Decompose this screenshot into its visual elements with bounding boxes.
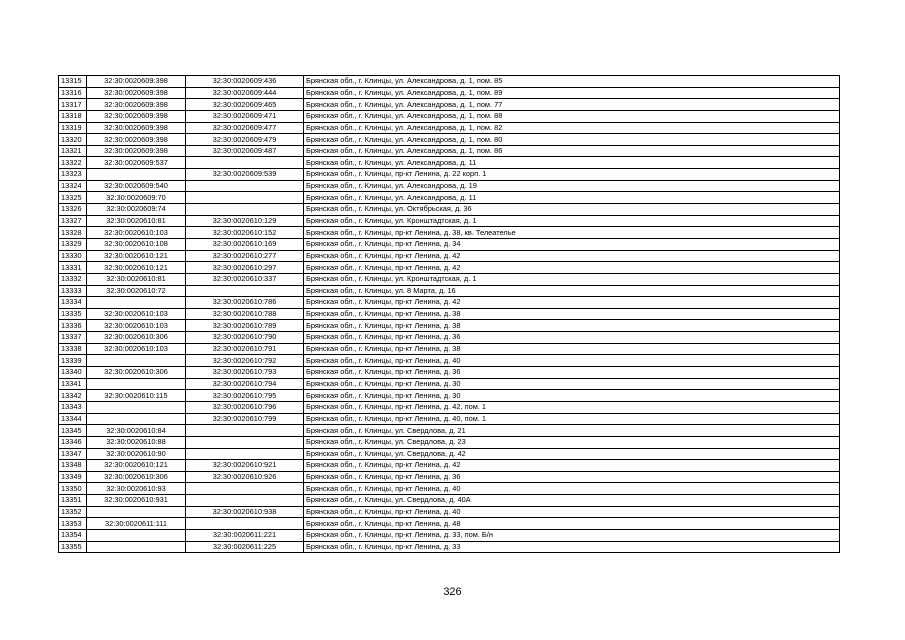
cadastral-number-cell — [186, 436, 304, 448]
address-cell: Брянская обл., г. Клинцы, пр-кт Ленина, д. 34 — [304, 238, 840, 250]
row-number-cell: 13349 — [59, 471, 87, 483]
parent-cadastral-number-cell: 32:30:0020610:90 — [87, 448, 186, 460]
address-cell: Брянская обл., г. Клинцы, ул. Октябрьская, д. 36 — [304, 204, 840, 216]
address-cell: Брянская обл., г. Клинцы, ул. Александрова, д. 1, пом. 89 — [304, 87, 840, 99]
table-row — [59, 378, 840, 390]
registry-table-body — [59, 76, 840, 553]
parent-cadastral-number-cell: 32:30:0020610:88 — [87, 436, 186, 448]
address-cell: Брянская обл., г. Клинцы, ул. Александрова, д. 1, пом. 85 — [304, 76, 840, 88]
cadastral-number-cell — [186, 204, 304, 216]
table-row — [59, 448, 840, 460]
parent-cadastral-number-cell: 32:30:0020610:72 — [87, 285, 186, 297]
row-number-cell: 13336 — [59, 320, 87, 332]
address-cell: Брянская обл., г. Клинцы, пр-кт Ленина, д. 36 — [304, 367, 840, 379]
parent-cadastral-number-cell: 32:30:0020610:103 — [87, 343, 186, 355]
address-cell: Брянская обл., г. Клинцы, пр-кт Ленина, д. 38 — [304, 308, 840, 320]
row-number-cell: 13315 — [59, 76, 87, 88]
parent-cadastral-number-cell: 32:30:0020610:103 — [87, 308, 186, 320]
parent-cadastral-number-cell: 32:30:0020610:121 — [87, 262, 186, 274]
cadastral-number-cell: 32:30:0020610:789 — [186, 320, 304, 332]
table-row — [59, 518, 840, 530]
table-row — [59, 401, 840, 413]
cadastral-number-cell: 32:30:0020610:791 — [186, 343, 304, 355]
parent-cadastral-number-cell: 32:30:0020610:306 — [87, 332, 186, 344]
cadastral-number-cell: 32:30:0020609:477 — [186, 122, 304, 134]
parent-cadastral-number-cell: 32:30:0020609:398 — [87, 134, 186, 146]
parent-cadastral-number-cell: 32:30:0020610:121 — [87, 250, 186, 262]
row-number-cell: 13320 — [59, 134, 87, 146]
parent-cadastral-number-cell — [87, 355, 186, 367]
parent-cadastral-number-cell: 32:30:0020610:121 — [87, 460, 186, 472]
table-row — [59, 332, 840, 344]
cadastral-number-cell: 32:30:0020611:221 — [186, 529, 304, 541]
address-cell: Брянская обл., г. Клинцы, ул. Свердлова, д. 42 — [304, 448, 840, 460]
cadastral-number-cell: 32:30:0020610:786 — [186, 297, 304, 309]
address-cell: Брянская обл., г. Клинцы, пр-кт Ленина, д. 38 — [304, 343, 840, 355]
parent-cadastral-number-cell: 32:30:0020610:84 — [87, 425, 186, 437]
address-cell: Брянская обл., г. Клинцы, пр-кт Ленина, д. 22 корп. 1 — [304, 169, 840, 181]
address-cell: Брянская обл., г. Клинцы, ул. Александрова, д. 1, пом. 80 — [304, 134, 840, 146]
row-number-cell: 13353 — [59, 518, 87, 530]
parent-cadastral-number-cell: 32:30:0020610:306 — [87, 471, 186, 483]
row-number-cell: 13319 — [59, 122, 87, 134]
address-cell: Брянская обл., г. Клинцы, пр-кт Ленина, д. 30 — [304, 390, 840, 402]
parent-cadastral-number-cell: 32:30:0020609:398 — [87, 87, 186, 99]
address-cell: Брянская обл., г. Клинцы, пр-кт Ленина, д. 42, пом. 1 — [304, 401, 840, 413]
row-number-cell: 13321 — [59, 145, 87, 157]
row-number-cell: 13325 — [59, 192, 87, 204]
row-number-cell: 13338 — [59, 343, 87, 355]
parent-cadastral-number-cell: 32:30:0020610:103 — [87, 320, 186, 332]
row-number-cell: 13331 — [59, 262, 87, 274]
table-row — [59, 436, 840, 448]
row-number-cell: 13329 — [59, 238, 87, 250]
row-number-cell: 13339 — [59, 355, 87, 367]
row-number-cell: 13337 — [59, 332, 87, 344]
address-cell: Брянская обл., г. Клинцы, ул. Александрова, д. 1, пом. 77 — [304, 99, 840, 111]
row-number-cell: 13355 — [59, 541, 87, 553]
row-number-cell: 13335 — [59, 308, 87, 320]
cadastral-number-cell: 32:30:0020610:152 — [186, 227, 304, 239]
parent-cadastral-number-cell — [87, 378, 186, 390]
cadastral-number-cell: 32:30:0020610:277 — [186, 250, 304, 262]
address-cell: Брянская обл., г. Клинцы, пр-кт Ленина, д. 42 — [304, 297, 840, 309]
cadastral-number-cell: 32:30:0020610:793 — [186, 367, 304, 379]
registry-table — [58, 75, 840, 553]
row-number-cell: 13328 — [59, 227, 87, 239]
address-cell: Брянская обл., г. Клинцы, ул. Александрова, д. 11 — [304, 157, 840, 169]
table-row — [59, 425, 840, 437]
row-number-cell: 13327 — [59, 215, 87, 227]
cadastral-number-cell — [186, 483, 304, 495]
table-row — [59, 355, 840, 367]
cadastral-number-cell: 32:30:0020610:129 — [186, 215, 304, 227]
row-number-cell: 13324 — [59, 180, 87, 192]
table-row — [59, 297, 840, 309]
table-row — [59, 192, 840, 204]
table-row — [59, 227, 840, 239]
address-cell: Брянская обл., г. Клинцы, пр-кт Ленина, д. 40 — [304, 355, 840, 367]
table-row — [59, 238, 840, 250]
parent-cadastral-number-cell: 32:30:0020610:306 — [87, 367, 186, 379]
cadastral-number-cell: 32:30:0020610:790 — [186, 332, 304, 344]
row-number-cell: 13326 — [59, 204, 87, 216]
address-cell: Брянская обл., г. Клинцы, ул. Кронштадтская, д. 1 — [304, 273, 840, 285]
cadastral-number-cell: 32:30:0020609:471 — [186, 110, 304, 122]
table-row — [59, 495, 840, 507]
parent-cadastral-number-cell: 32:30:0020609:398 — [87, 76, 186, 88]
parent-cadastral-number-cell: 32:30:0020610:931 — [87, 495, 186, 507]
row-number-cell: 13348 — [59, 460, 87, 472]
row-number-cell: 13352 — [59, 506, 87, 518]
parent-cadastral-number-cell: 32:30:0020609:70 — [87, 192, 186, 204]
table-row — [59, 285, 840, 297]
row-number-cell: 13343 — [59, 401, 87, 413]
cadastral-number-cell: 32:30:0020609:487 — [186, 145, 304, 157]
parent-cadastral-number-cell: 32:30:0020609:74 — [87, 204, 186, 216]
cadastral-number-cell — [186, 180, 304, 192]
table-row — [59, 320, 840, 332]
row-number-cell: 13340 — [59, 367, 87, 379]
address-cell: Брянская обл., г. Клинцы, пр-кт Ленина, д. 42 — [304, 262, 840, 274]
address-cell: Брянская обл., г. Клинцы, ул. 8 Марта, д. 16 — [304, 285, 840, 297]
parent-cadastral-number-cell: 32:30:0020611:111 — [87, 518, 186, 530]
parent-cadastral-number-cell: 32:30:0020609:398 — [87, 110, 186, 122]
row-number-cell: 13323 — [59, 169, 87, 181]
table-row — [59, 145, 840, 157]
table-row — [59, 204, 840, 216]
parent-cadastral-number-cell: 32:30:0020610:115 — [87, 390, 186, 402]
address-cell: Брянская обл., г. Клинцы, пр-кт Ленина, д. 36 — [304, 471, 840, 483]
address-cell: Брянская обл., г. Клинцы, пр-кт Ленина, д. 40 — [304, 506, 840, 518]
table-row — [59, 308, 840, 320]
cadastral-number-cell: 32:30:0020609:436 — [186, 76, 304, 88]
cadastral-number-cell: 32:30:0020610:337 — [186, 273, 304, 285]
row-number-cell: 13333 — [59, 285, 87, 297]
cadastral-number-cell — [186, 157, 304, 169]
parent-cadastral-number-cell: 32:30:0020609:540 — [87, 180, 186, 192]
address-cell: Брянская обл., г. Клинцы, пр-кт Ленина, д. 42 — [304, 460, 840, 472]
parent-cadastral-number-cell — [87, 541, 186, 553]
row-number-cell: 13342 — [59, 390, 87, 402]
address-cell: Брянская обл., г. Клинцы, ул. Александрова, д. 19 — [304, 180, 840, 192]
address-cell: Брянская обл., г. Клинцы, пр-кт Ленина, д. 38, кв. Телеателье — [304, 227, 840, 239]
row-number-cell: 13318 — [59, 110, 87, 122]
parent-cadastral-number-cell — [87, 297, 186, 309]
row-number-cell: 13350 — [59, 483, 87, 495]
table-row — [59, 250, 840, 262]
address-cell: Брянская обл., г. Клинцы, пр-кт Ленина, д. 36 — [304, 332, 840, 344]
row-number-cell: 13332 — [59, 273, 87, 285]
cadastral-number-cell: 32:30:0020609:479 — [186, 134, 304, 146]
parent-cadastral-number-cell — [87, 529, 186, 541]
table-row — [59, 367, 840, 379]
table-row — [59, 169, 840, 181]
cadastral-number-cell: 32:30:0020610:297 — [186, 262, 304, 274]
cadastral-number-cell: 32:30:0020611:225 — [186, 541, 304, 553]
parent-cadastral-number-cell: 32:30:0020609:398 — [87, 99, 186, 111]
address-cell: Брянская обл., г. Клинцы, ул. Александрова, д. 11 — [304, 192, 840, 204]
cadastral-number-cell: 32:30:0020610:795 — [186, 390, 304, 402]
address-cell: Брянская обл., г. Клинцы, пр-кт Ленина, д. 40 — [304, 483, 840, 495]
row-number-cell: 13316 — [59, 87, 87, 99]
address-cell: Брянская обл., г. Клинцы, ул. Александрова, д. 1, пом. 82 — [304, 122, 840, 134]
cadastral-number-cell: 32:30:0020609:539 — [186, 169, 304, 181]
parent-cadastral-number-cell: 32:30:0020610:93 — [87, 483, 186, 495]
table-row — [59, 506, 840, 518]
table-row — [59, 529, 840, 541]
address-cell: Брянская обл., г. Клинцы, ул. Свердлова, д. 40А — [304, 495, 840, 507]
table-row — [59, 483, 840, 495]
parent-cadastral-number-cell — [87, 169, 186, 181]
parent-cadastral-number-cell: 32:30:0020610:81 — [87, 215, 186, 227]
row-number-cell: 13330 — [59, 250, 87, 262]
cadastral-number-cell — [186, 425, 304, 437]
cadastral-number-cell — [186, 192, 304, 204]
parent-cadastral-number-cell: 32:30:0020609:398 — [87, 145, 186, 157]
cadastral-number-cell: 32:30:0020610:796 — [186, 401, 304, 413]
table-row — [59, 215, 840, 227]
cadastral-number-cell — [186, 518, 304, 530]
cadastral-number-cell: 32:30:0020610:921 — [186, 460, 304, 472]
address-cell: Брянская обл., г. Клинцы, пр-кт Ленина, д. 33 — [304, 541, 840, 553]
table-row — [59, 390, 840, 402]
row-number-cell: 13354 — [59, 529, 87, 541]
cadastral-number-cell: 32:30:0020610:799 — [186, 413, 304, 425]
table-row — [59, 541, 840, 553]
table-row — [59, 99, 840, 111]
table-row — [59, 122, 840, 134]
address-cell: Брянская обл., г. Клинцы, пр-кт Ленина, д. 42 — [304, 250, 840, 262]
table-row — [59, 343, 840, 355]
row-number-cell: 13347 — [59, 448, 87, 460]
table-row — [59, 413, 840, 425]
parent-cadastral-number-cell — [87, 413, 186, 425]
page-number: 326 — [443, 586, 462, 598]
row-number-cell: 13322 — [59, 157, 87, 169]
table-row — [59, 262, 840, 274]
table-row — [59, 471, 840, 483]
row-number-cell: 13345 — [59, 425, 87, 437]
address-cell: Брянская обл., г. Клинцы, ул. Александрова, д. 1, пом. 88 — [304, 110, 840, 122]
cadastral-number-cell: 32:30:0020610:792 — [186, 355, 304, 367]
parent-cadastral-number-cell: 32:30:0020609:398 — [87, 122, 186, 134]
table-row — [59, 460, 840, 472]
table-row — [59, 273, 840, 285]
address-cell: Брянская обл., г. Клинцы, пр-кт Ленина, д. 30 — [304, 378, 840, 390]
row-number-cell: 13344 — [59, 413, 87, 425]
table-row — [59, 157, 840, 169]
cadastral-number-cell: 32:30:0020610:788 — [186, 308, 304, 320]
cadastral-number-cell: 32:30:0020609:444 — [186, 87, 304, 99]
table-row — [59, 180, 840, 192]
row-number-cell: 13351 — [59, 495, 87, 507]
address-cell: Брянская обл., г. Клинцы, пр-кт Ленина, д. 48 — [304, 518, 840, 530]
table-row — [59, 110, 840, 122]
address-cell: Брянская обл., г. Клинцы, пр-кт Ленина, д. 33, пом. Б/н — [304, 529, 840, 541]
parent-cadastral-number-cell: 32:30:0020610:108 — [87, 238, 186, 250]
address-cell: Брянская обл., г. Клинцы, пр-кт Ленина, д. 38 — [304, 320, 840, 332]
row-number-cell: 13341 — [59, 378, 87, 390]
cadastral-number-cell — [186, 285, 304, 297]
table-row — [59, 134, 840, 146]
parent-cadastral-number-cell: 32:30:0020609:537 — [87, 157, 186, 169]
row-number-cell: 13317 — [59, 99, 87, 111]
address-cell: Брянская обл., г. Клинцы, пр-кт Ленина, д. 40, пом. 1 — [304, 413, 840, 425]
cadastral-number-cell: 32:30:0020610:169 — [186, 238, 304, 250]
cadastral-number-cell — [186, 495, 304, 507]
cadastral-number-cell: 32:30:0020610:938 — [186, 506, 304, 518]
parent-cadastral-number-cell: 32:30:0020610:103 — [87, 227, 186, 239]
parent-cadastral-number-cell: 32:30:0020610:81 — [87, 273, 186, 285]
parent-cadastral-number-cell — [87, 506, 186, 518]
row-number-cell: 13346 — [59, 436, 87, 448]
table-row — [59, 76, 840, 88]
table-row — [59, 87, 840, 99]
parent-cadastral-number-cell — [87, 401, 186, 413]
address-cell: Брянская обл., г. Клинцы, ул. Кронштадтская, д. 1 — [304, 215, 840, 227]
cadastral-number-cell — [186, 448, 304, 460]
address-cell: Брянская обл., г. Клинцы, ул. Свердлова, д. 23 — [304, 436, 840, 448]
cadastral-number-cell: 32:30:0020610:926 — [186, 471, 304, 483]
address-cell: Брянская обл., г. Клинцы, ул. Свердлова, д. 21 — [304, 425, 840, 437]
address-cell: Брянская обл., г. Клинцы, ул. Александрова, д. 1, пом. 86 — [304, 145, 840, 157]
row-number-cell: 13334 — [59, 297, 87, 309]
cadastral-number-cell: 32:30:0020610:794 — [186, 378, 304, 390]
cadastral-number-cell: 32:30:0020609:465 — [186, 99, 304, 111]
